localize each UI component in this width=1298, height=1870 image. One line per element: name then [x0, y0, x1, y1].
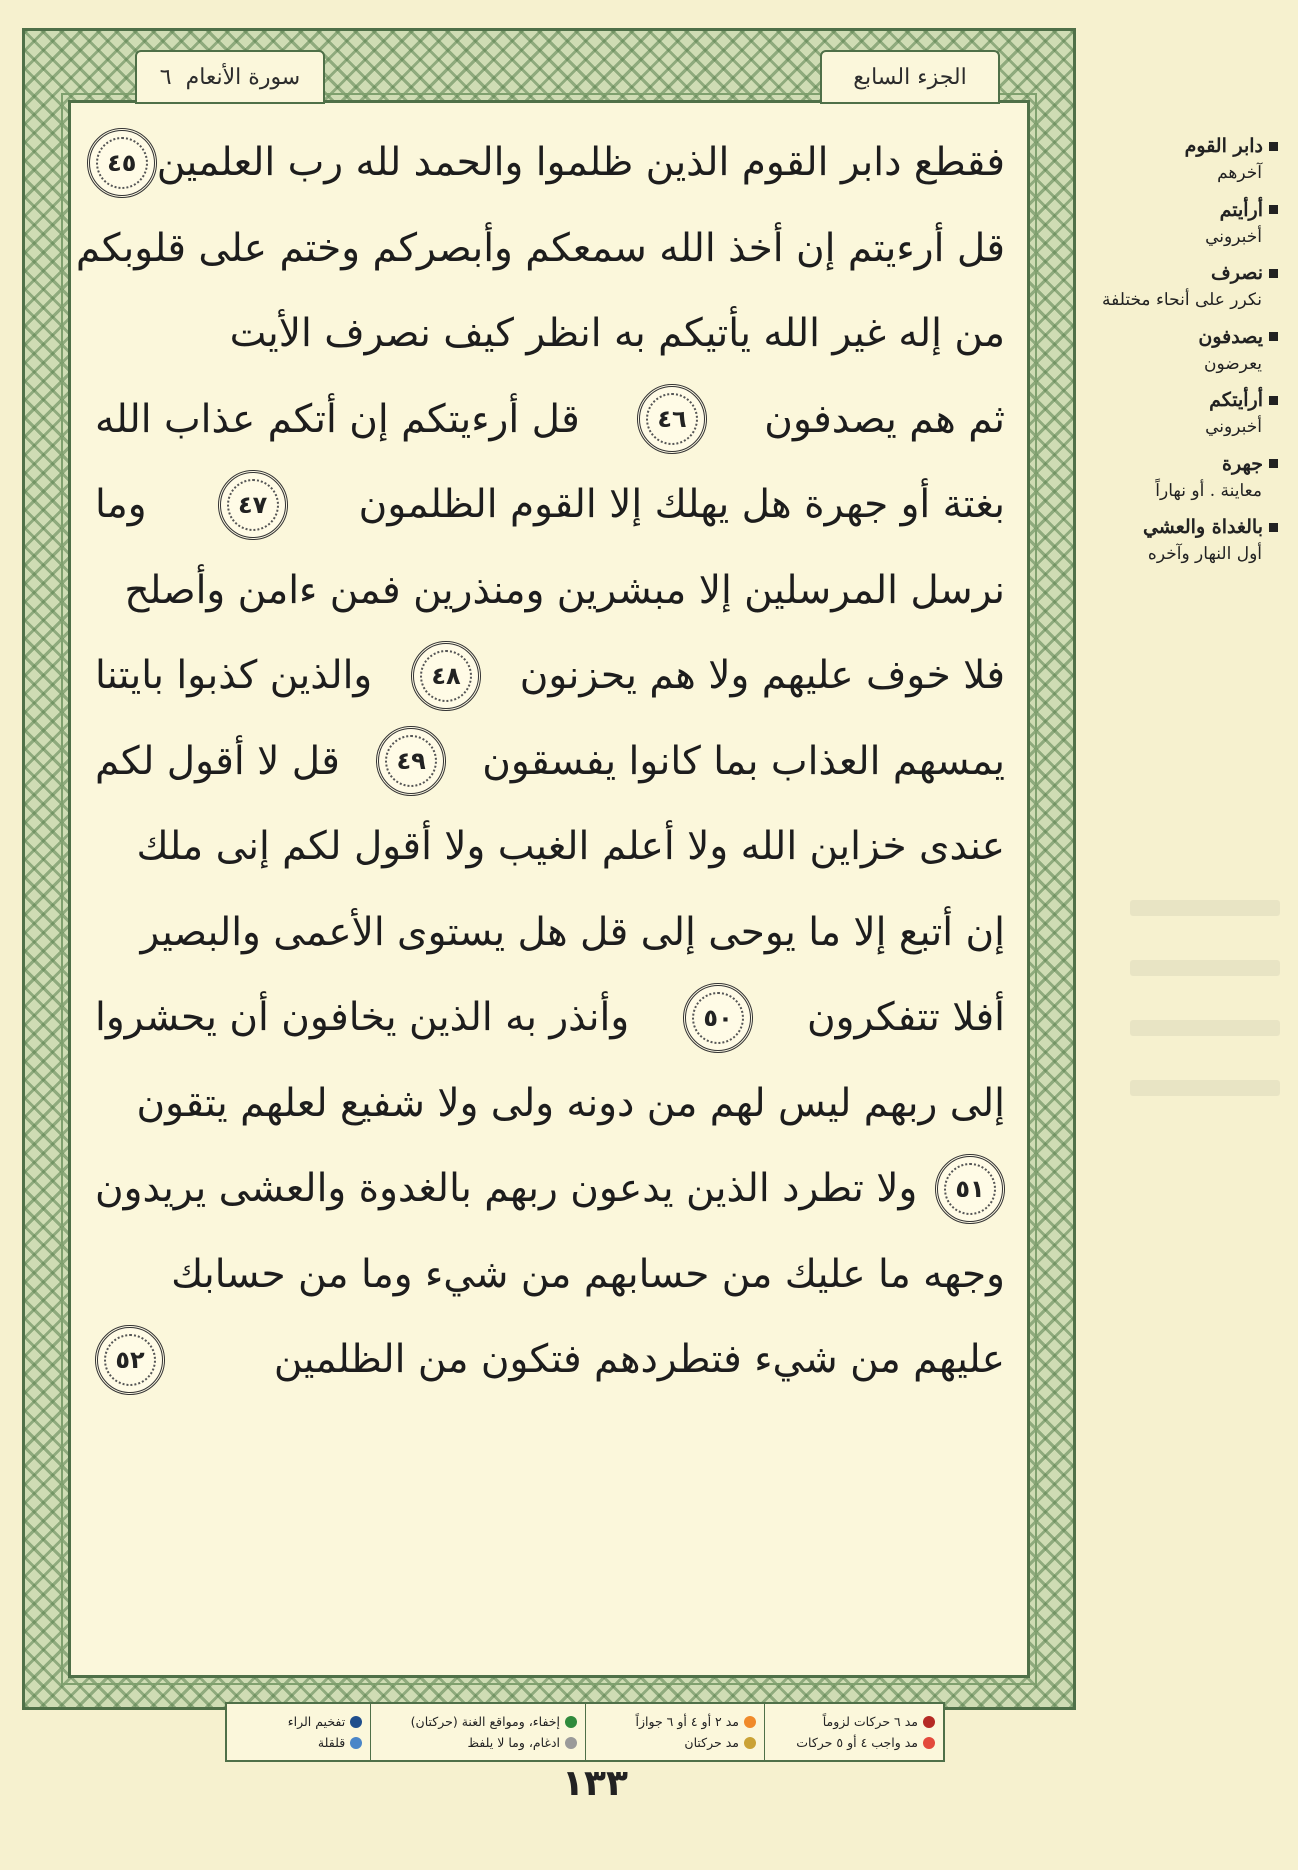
legend-label: مد واجب ٤ أو ٥ حركات: [796, 1735, 918, 1750]
verse-text: وما: [95, 482, 147, 528]
bleed-through: [1130, 900, 1280, 916]
text-line: [95, 1317, 1005, 1403]
verse-text: من إله غير الله يأتيكم به انظر كيف نصرف الأيت: [229, 311, 1005, 357]
verse-text: إلى ربهم ليس لهم من دونه ولى ولا شفيع لعلهم يتقون: [136, 1080, 1005, 1126]
dark-blue-dot-icon: [350, 1716, 362, 1728]
quran-text: [75, 120, 1005, 1403]
legend-label: مد ٢ أو ٤ أو ٦ جوازاً: [635, 1714, 739, 1729]
red-dot-icon: [923, 1737, 935, 1749]
verse-text: قل أرءيتكم إن أتكم عذاب الله: [95, 396, 580, 442]
glossary-definition: يعرضون: [1203, 353, 1262, 374]
legend-label: تفخيم الراء: [287, 1714, 346, 1729]
verse-text: والذين كذبوا بايتنا: [95, 653, 373, 699]
legend-column: [764, 1704, 943, 1760]
verse-text: إن أتبع إلا ما يوحى إلى قل هل يستوى الأعمى والبصير: [140, 909, 1005, 955]
gray-dot-icon: [565, 1737, 577, 1749]
text-line: [95, 462, 1005, 548]
legend-label: مد ٦ حركات لزوماً: [822, 1714, 918, 1729]
text-line: [95, 1146, 1005, 1232]
surah-header: [135, 50, 325, 104]
glossary-item: [1100, 199, 1278, 251]
glossary-word: نصرف: [1100, 262, 1278, 284]
ayah-marker: ٤٥: [87, 128, 157, 198]
page-number: ١٣٣: [562, 1763, 628, 1804]
juz-header: [820, 50, 1000, 104]
legend-column: [227, 1704, 370, 1760]
verse-text: فقطع دابر القوم الذين ظلموا والحمد لله رب العلمين: [156, 140, 1005, 186]
glossary-word: جهرة: [1100, 453, 1278, 475]
legend-entry: [379, 1735, 577, 1750]
glossary-word: بالغداة والعشي: [1100, 516, 1278, 538]
legend-label: ادغام، وما لا يلفظ: [467, 1735, 560, 1750]
glossary-item: [1100, 326, 1278, 378]
verse-text: وجهه ما عليك من حسابهم من شيء وما من حسابك: [171, 1251, 1005, 1297]
glossary-definition: أخبروني: [1205, 417, 1262, 437]
juz-title: الجزء السابع: [853, 64, 967, 90]
green-dot-icon: [565, 1716, 577, 1728]
blue-dot-icon: [350, 1737, 362, 1749]
bleed-through: [1130, 1080, 1280, 1096]
glossary-definition: آخرهم: [1217, 163, 1262, 183]
text-line: [95, 377, 1005, 463]
text-line: [95, 719, 1005, 805]
ayah-marker: ٤٨: [411, 641, 481, 711]
verse-text: وأنذر به الذين يخافون أن يحشروا: [95, 995, 630, 1041]
legend-column: [585, 1704, 764, 1760]
text-line: [95, 291, 1005, 377]
legend-entry: [235, 1714, 362, 1729]
verse-text: عليهم من شيء فتطردهم فتكون من الظلمين: [273, 1337, 1005, 1383]
surah-title: سورة الأنعام: [185, 64, 301, 90]
orange-dot-icon: [744, 1716, 756, 1728]
text-line: [95, 890, 1005, 976]
glossary-item: [1100, 135, 1278, 187]
legend-entry: [594, 1714, 756, 1729]
verse-text: يمسهم العذاب بما كانوا يفسقون: [482, 738, 1005, 784]
verse-text: بغتة أو جهرة هل يهلك إلا القوم الظلمون: [358, 482, 1005, 528]
surah-number: ٦: [159, 64, 172, 90]
verse-text: قل أرءيتم إن أخذ الله سمعكم وأبصركم وختم على قلوبكم: [75, 225, 1005, 271]
glossary-item: [1100, 453, 1278, 505]
glossary-sidebar: [1100, 135, 1278, 580]
legend-label: مد حركتان: [684, 1735, 739, 1750]
legend-entry: [773, 1735, 935, 1750]
ayah-marker: ٥٢: [95, 1325, 165, 1395]
glossary-word: أرأيتم: [1100, 199, 1278, 221]
glossary-item: [1100, 389, 1278, 441]
dark-red-dot-icon: [923, 1716, 935, 1728]
bleed-through: [1130, 1020, 1280, 1036]
verse-text: ولا تطرد الذين يدعون ربهم بالغدوة والعشى يريدون: [95, 1166, 918, 1212]
legend-label: قلقلة: [317, 1735, 346, 1750]
text-line: [75, 206, 1005, 292]
verse-text: أفلا تتفكرون: [806, 995, 1005, 1041]
glossary-definition: معاينة . أو نهاراً: [1155, 480, 1262, 501]
ayah-marker: ٥٠: [683, 983, 753, 1053]
verse-text: قل لا أقول لكم: [95, 738, 340, 784]
glossary-item: [1100, 516, 1278, 568]
text-line: [95, 1232, 1005, 1318]
legend-entry: [773, 1714, 935, 1729]
ayah-marker: ٤٦: [637, 384, 707, 454]
glossary-definition: أخبروني: [1205, 226, 1262, 247]
gold-dot-icon: [744, 1737, 756, 1749]
glossary-definition: أول النهار وآخره: [1147, 544, 1262, 564]
verse-text: فلا خوف عليهم ولا هم يحزنون: [519, 653, 1005, 699]
text-line: [95, 804, 1005, 890]
glossary-word: أرأيتكم: [1100, 389, 1278, 411]
bleed-through: [1130, 960, 1280, 976]
text-line: [95, 1061, 1005, 1147]
ayah-marker: ٤٩: [376, 726, 446, 796]
legend-entry: [379, 1714, 577, 1729]
ayah-marker: ٥١: [935, 1154, 1005, 1224]
text-line: [95, 633, 1005, 719]
legend-entry: [594, 1735, 756, 1750]
verse-text: نرسل المرسلين إلا مبشرين ومنذرين فمن ءامن وأصلح: [124, 567, 1005, 613]
text-line: [95, 975, 1005, 1061]
glossary-definition: نكرر على أنحاء مختلفة: [1101, 290, 1262, 310]
glossary-item: [1100, 262, 1278, 314]
text-line: [95, 548, 1005, 634]
ayah-marker: ٤٧: [218, 470, 288, 540]
text-line: [95, 120, 1005, 206]
legend-label: إخفاء، ومواقع الغنة (حركتان): [410, 1714, 560, 1729]
verse-text: ثم هم يصدفون: [764, 396, 1005, 442]
tajweed-legend: [225, 1702, 945, 1762]
legend-column: [370, 1704, 585, 1760]
verse-text: عندى خزاين الله ولا أعلم الغيب ولا أقول لكم إنى ملك: [136, 824, 1005, 870]
glossary-word: يصدفون: [1100, 326, 1278, 348]
glossary-word: دابر القوم: [1100, 135, 1278, 157]
legend-entry: [235, 1735, 362, 1750]
